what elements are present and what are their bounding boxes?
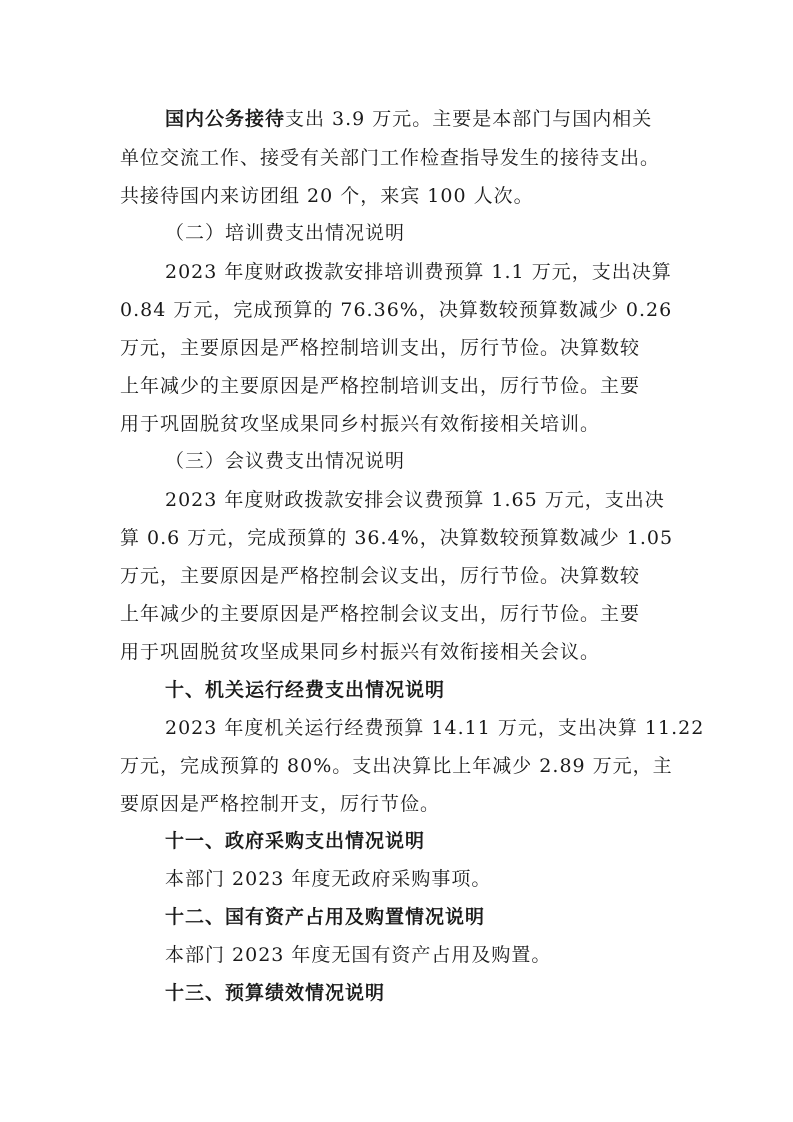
meeting-line-4: 上年减少的主要原因是严格控制会议支出，厉行节俭。主要 — [120, 603, 641, 625]
meeting-line-3: 万元，主要原因是严格控制会议支出，厉行节俭。决算数较 — [120, 565, 641, 587]
para-reception-line-2: 单位交流工作、接受有关部门工作检查指导发生的接待支出。 — [120, 147, 661, 169]
operating-expense-line-1: 2023 年度机关运行经费预算 14.11 万元，支出决算 11.22 — [165, 717, 705, 739]
procurement-line: 本部门 2023 年度无政府采购事项。 — [165, 868, 492, 890]
assets-line: 本部门 2023 年度无国有资产占用及购置。 — [165, 944, 552, 966]
training-line-5: 用于巩固脱贫攻坚成果同乡村振兴有效衔接相关培训。 — [120, 413, 601, 435]
reception-lead-term: 国内公务接待 — [165, 108, 286, 130]
training-heading: （二）培训费支出情况说明 — [165, 222, 406, 244]
training-line-3: 万元，主要原因是严格控制培训支出，厉行节俭。决算数较 — [120, 337, 641, 359]
operating-expense-line-2: 万元，完成预算的 80%。支出决算比上年减少 2.89 万元，主 — [120, 755, 673, 777]
meeting-line-2: 算 0.6 万元，完成预算的 36.4%，决算数较预算数减少 1.05 — [120, 527, 674, 549]
training-line-4: 上年减少的主要原因是严格控制培训支出，厉行节俭。主要 — [120, 375, 641, 397]
operating-expense-heading: 十、机关运行经费支出情况说明 — [165, 679, 446, 701]
para-reception-line-3: 共接待国内来访团组 20 个，来宾 100 人次。 — [120, 185, 534, 207]
meeting-heading: （三）会议费支出情况说明 — [165, 450, 406, 472]
operating-expense-line-3: 要原因是严格控制开支，厉行节俭。 — [120, 793, 441, 815]
training-line-1: 2023 年度财政拨款安排培训费预算 1.1 万元，支出决算 — [165, 261, 672, 283]
meeting-line-1: 2023 年度财政拨款安排会议费预算 1.65 万元，支出决 — [165, 489, 665, 511]
reception-line-1-rest: 支出 3.9 万元。主要是本部门与国内相关 — [285, 108, 653, 130]
assets-heading: 十二、国有资产占用及购置情况说明 — [165, 906, 486, 928]
para-reception-line-1 — [165, 101, 725, 137]
performance-heading: 十三、预算绩效情况说明 — [165, 982, 386, 1004]
procurement-heading: 十一、政府采购支出情况说明 — [165, 830, 426, 852]
meeting-line-5: 用于巩固脱贫攻坚成果同乡村振兴有效衔接相关会议。 — [120, 641, 601, 663]
training-line-2: 0.84 万元，完成预算的 76.36%，决算数较预算数减少 0.26 — [120, 299, 673, 321]
